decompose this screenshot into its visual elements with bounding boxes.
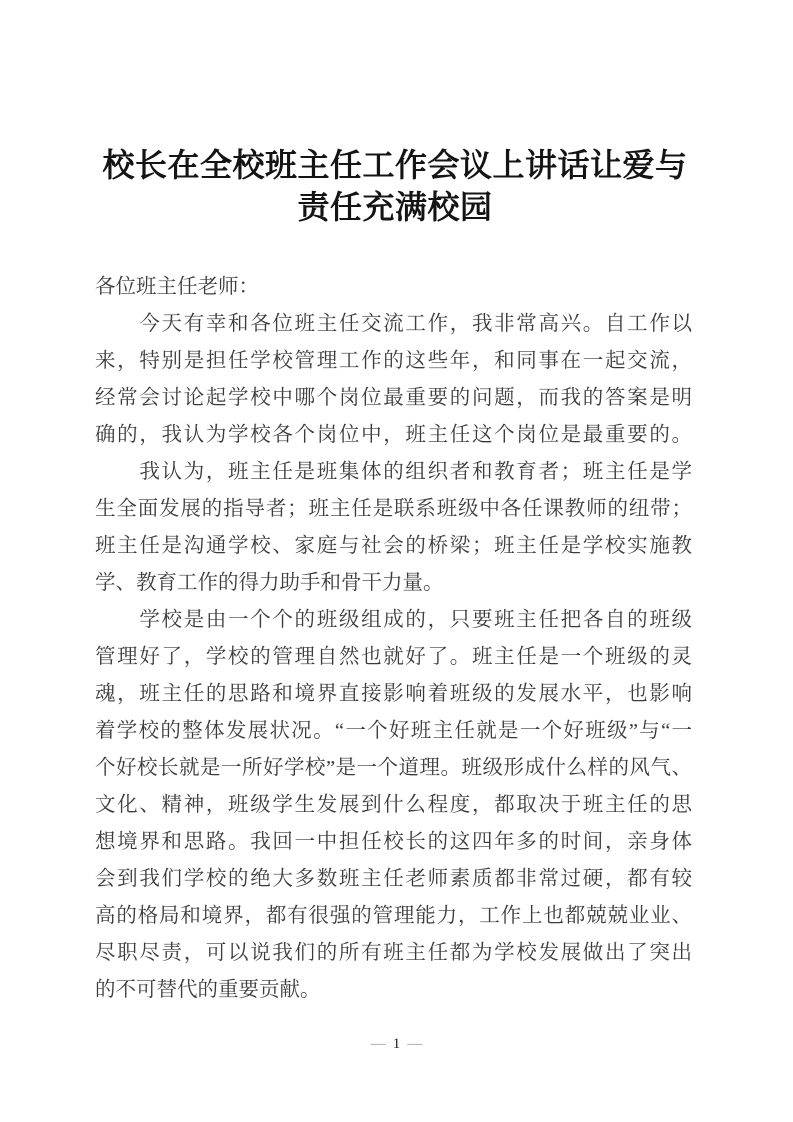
body-line: 经常会讨论起学校中哪个岗位最重要的问题，而我的答案是明 [95, 387, 692, 409]
body-line: 学、教育工作的得力助手和骨干力量。 [95, 572, 444, 594]
body-line: 各位班主任老师： [95, 276, 259, 298]
body-line: 高的格局和境界，都有很强的管理能力，工作上也都兢兢业业、 [95, 905, 692, 927]
document-title [95, 144, 695, 228]
body-line: 来，特别是担任学校管理工作的这些年，和同事在一起交流， [95, 350, 692, 372]
footer-dash-right: — [407, 1036, 423, 1052]
body-text [95, 269, 692, 1009]
body-line: 想境界和思路。我回一中担任校长的这四年多的时间，亲身体 [95, 831, 692, 853]
footer-dash-left: — [370, 1036, 386, 1052]
body-line: 着学校的整体发展状况。“一个好班主任就是一个好班级”与“一 [95, 720, 692, 742]
body-line: 的不可替代的重要贡献。 [95, 979, 321, 1001]
body-line: 生全面发展的指导者；班主任是联系班级中各任课教师的纽带； [95, 498, 692, 520]
page-footer [0, 1033, 793, 1055]
body-line: 尽职尽责，可以说我们的所有班主任都为学校发展做出了突出 [95, 942, 692, 964]
body-line: 我认为，班主任是班集体的组织者和教育者；班主任是学 [95, 461, 692, 483]
body-line: 确的，我认为学校各个岗位中，班主任这个岗位是最重要的。 [95, 424, 692, 446]
body-line: 班主任是沟通学校、家庭与社会的桥梁；班主任是学校实施教 [95, 535, 692, 557]
body-line: 会到我们学校的绝大多数班主任老师素质都非常过硬，都有较 [95, 868, 692, 890]
body-line: 学校是由一个个的班级组成的，只要班主任把各自的班级 [95, 609, 692, 631]
title-line: 校长在全校班主任工作会议上讲话让爱与 [102, 147, 688, 183]
body-line: 管理好了，学校的管理自然也就好了。班主任是一个班级的灵 [95, 646, 692, 668]
page-number: 1 [392, 1036, 401, 1052]
body-line: 今天有幸和各位班主任交流工作，我非常高兴。自工作以 [95, 313, 692, 335]
title-line: 责任充满校园 [297, 189, 493, 225]
body-line: 文化、精神，班级学生发展到什么程度，都取决于班主任的思 [95, 794, 692, 816]
body-line: 个好校长就是一所好学校”是一个道理。班级形成什么样的风气、 [95, 757, 692, 779]
body-line: 魂，班主任的思路和境界直接影响着班级的发展水平，也影响 [95, 683, 692, 705]
